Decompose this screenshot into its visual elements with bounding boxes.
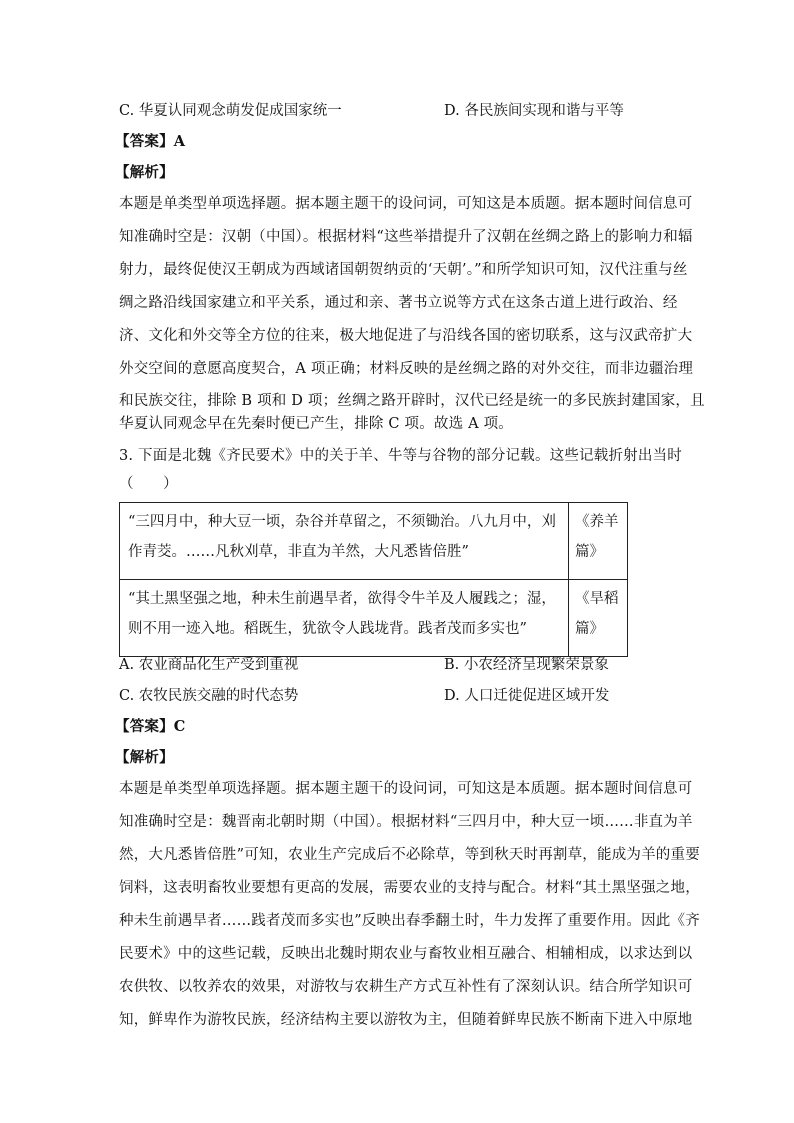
prev-analysis-line: 华夏认同观念早在先秦时便已产生，排除 C 项。故选 A 项。 [119, 416, 514, 432]
prev-analysis-line: 和民族交往，排除 B 项和 D 项；丝绸之路开辟时，汉代已经是统一的多民族封建国家，且 [119, 393, 705, 409]
prev-analysis-heading: 【解析】 [115, 164, 174, 181]
q3-blank: （ ） [119, 476, 178, 492]
table-row [120, 503, 628, 580]
q3-option-c: C. 农牧民族交融的时代态势 [119, 688, 299, 704]
prev-analysis-line: 本题是单类型单项选择题。据本题主题干的设问词，可知这是本质题。据本题时间信息可 [119, 196, 693, 212]
q3-analysis-line: 知准确时空是：魏晋南北朝时期（中国）。根据材料“三四月中，种大豆一顷……非直为羊 [119, 814, 693, 830]
q3-option-d: D. 人口迁徙促进区域开发 [444, 688, 610, 704]
prev-analysis-line: 外交空间的意愿高度契合，A 项正确；材料反映的是丝绸之路的对外交往，而非边疆治理 [119, 361, 694, 377]
q3-analysis-line: 种未生前遇旱者……践者茂而多实也”反映出春季翻土时，牛力发挥了重要作用。因此《齐 [119, 913, 700, 929]
prev-analysis-line: 知准确时空是：汉朝（中国）。根据材料“这些举措提升了汉朝在丝绸之路上的影响力和辐 [119, 229, 693, 245]
q3-option-a: A. 农业商品化生产受到重视 [119, 657, 299, 673]
material-quote: “三四月中，种大豆一顷，杂谷并草留之，不须锄治。八九月中，刈 作青茭。……凡秋刈草，非直为羊然，大凡悉皆倍胜” [120, 503, 569, 580]
q3-analysis-line: 知，鲜卑作为游牧民族，经济结构主要以游牧为主，但随着鲜卑民族不断南下进入中原地 [119, 1012, 693, 1028]
table-row [120, 580, 628, 657]
q3-analysis-line: 农供牧、以牧养农的效果，对游牧与农耕生产方式互补性有了深刻认识。结合所学知识可 [119, 979, 693, 995]
q3-analysis-line: 然，大凡悉皆倍胜”可知，农业生产完成后不必除草，等到秋天时再割草，能成为羊的重要 [119, 847, 700, 863]
q3-analysis-heading: 【解析】 [115, 749, 174, 766]
material-source: 《养羊 篇》 [569, 503, 628, 580]
q3-analysis-line: 民要术》中的这些记载，反映出北魏时期农业与畜牧业相互融合、相辅相成，以求达到以 [119, 946, 693, 962]
q3-stem: 3. 下面是北魏《齐民要术》中的关于羊、牛等与谷物的部分记载。这些记载折射出当时 [119, 448, 682, 464]
prev-answer: 【答案】A [115, 133, 186, 150]
q3-analysis-line: 本题是单类型单项选择题。据本题主题干的设问词，可知这是本质题。据本题时间信息可 [119, 781, 693, 797]
material-quote: “其土黑坚强之地，种未生前遇旱者，欲得令牛羊及人履践之；湿， 则不用一迹入地。稻既生，犹欲令人践垅背。践者茂而多实也” [120, 580, 569, 657]
prev-option-d: D. 各民族间实现和谐与平等 [444, 103, 624, 119]
material-source: 《旱稻 篇》 [569, 580, 628, 657]
prev-analysis-line: 绸之路沿线国家建立和平关系，通过和亲、著书立说等方式在这条古道上进行政治、经 [119, 295, 678, 311]
q3-answer: 【答案】C [115, 718, 186, 735]
prev-analysis-line: 济、文化和外交等全方位的往来，极大地促进了与沿线各国的密切联系，这与汉武帝扩大 [119, 328, 693, 344]
q3-analysis-line: 饲料，这表明畜牧业要想有更高的发展，需要农业的支持与配合。材料“其土黑坚强之地， [119, 880, 700, 896]
prev-option-c: C. 华夏认同观念萌发促成国家统一 [119, 103, 342, 119]
prev-analysis-line: 射力，最终促使汉王朝成为西域诸国朝贺纳贡的‘天朝’。”和所学知识可知，汉代注重与丝 [119, 262, 688, 278]
q3-option-b: B. 小农经济呈现繁荣景象 [444, 657, 609, 673]
q3-material-table [119, 502, 628, 657]
